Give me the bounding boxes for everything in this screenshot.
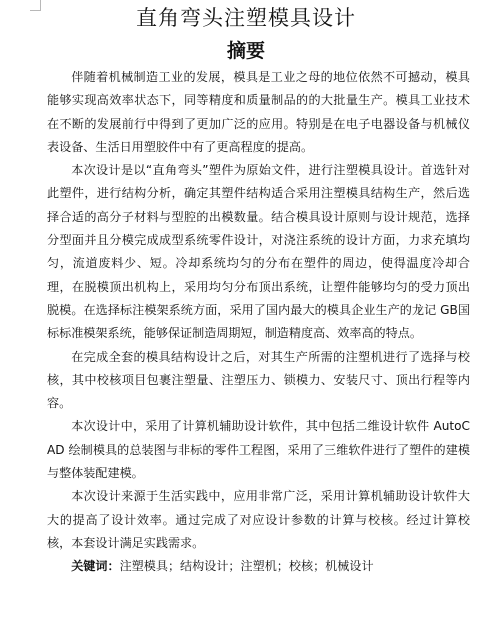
document-title: 直角弯头注塑模具设计 [136,6,356,30]
abstract-heading: 摘要 [226,40,265,62]
keywords-label: 关键词： [71,559,120,574]
paragraph-4: 本次设计中，采用了计算机辅助设计软件，其中包括二维设计软件 AutoCAD 绘制模具的总装图与非标的零件工程图，采用了三维软件进行了塑件的建模与整体装配建模。 [47,419,470,481]
paragraph-3: 在完成全套的模具结构设计之后，对其生产所需的注塑机进行了选择与校核，其中校核项目包裹注塑量、注塑压力、锁模力、安装尺寸、顶出行程等内容。 [47,349,470,411]
abstract-body [47,66,470,579]
paragraph-2: 本次设计是以“直角弯头”塑件为原始文件，进行注塑模具设计。首选针对此塑件，进行结构分析，确定其塑件结构适合采用注塑模具结构生产，然后选择合适的高分子材料与型腔的出模数量。结合模具设计原则与设计规范，选择分型面并且分模完成成型系统零件设计，对浇注系统的设计方面，力求充填均匀，流道废料少、短。冷却系统均匀的分布在塑件的周边，使得温度冷却合理，在脱模顶出机构上，采用均匀分布顶出系统，让塑件能够均匀的受力顶出脱模。在选择标注模架系统方面，采用了国内最大的模具企业生产的龙记 GB国标标准模架系统，能够保证制造周期短，制造精度高、效率高的特点。 [47,163,470,341]
paragraph-1: 伴随着机械制造工业的发展，模具是工业之母的地位依然不可撼动，模具能够实现高效率状态下，同等精度和质量制品的的大批量生产。模具工业技术在不断的发展前行中得到了更加广泛的应用。特别是在电子电器设备与机械仪表设备、生活日用塑胶件中有了更高程度的提高。 [47,70,470,154]
paragraph-5: 本次设计来源于生活实践中，应用非常广泛，采用计算机辅助设计软件大大的提高了设计效率。通过完成了对应设计参数的计算与校核。经过计算校核，本套设计满足实践需求。 [47,489,470,550]
keywords-list: 注塑模具；结构设计；注塑机；校核；机械设计 [119,559,374,574]
keywords-line [47,555,470,578]
